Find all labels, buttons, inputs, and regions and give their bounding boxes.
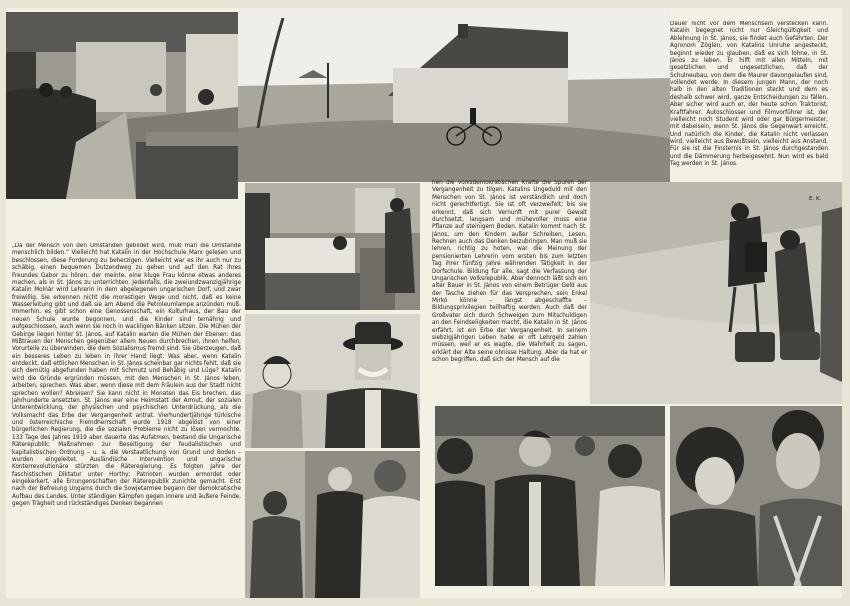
article-column-3 (670, 21, 828, 197)
photo-woman-with-suitcases (590, 182, 842, 404)
article-column-2 (432, 180, 587, 402)
article-column-1 (12, 243, 241, 598)
photo-village-landscape (238, 8, 670, 182)
photo-classroom (6, 12, 238, 199)
author-signature: E. K. (809, 196, 822, 202)
magazine-spread (6, 8, 842, 598)
article-column-2-text: nen die volksdemokratischen Kräfte die Spuren der Vergangenheit zu tilgen. Katalins Ungeduld mit den Menschen von St. János ist verständlich und doch nicht gerechtfertigt. Sie ist oft verzweifelt; bis sie erkennt, daß sich Vernunft mit purer Gewalt durchsetzt, langsam und mühevoller muss eine Pflanze auf steinigem Boden. Katalin kommt nach St. János, um den Kindern außer Schreiben, Lesen, Rechnen auch das Denken beizubringen. Man muß sie lehren, richtig zu hoten, war die Meinung der pensionierten Lehrerin vom ersten bis zum letzten Tag ihrer fünfzig Jahre währenden Tätigkeit in der Dorfschule. Bildung für alle, sagt die Verfassung der Ungarischen Volksrepublik. Aber dennoch läßt sich ein alter Bauer in St. János von einem Betrüger Geld aus der Tasche ziehen für das Versprechen, sein Enkel Mirkó könne – längst abgeschaffte – Bildungsprivilegien teilhaftig werden. Auch daß der Großvater sich durch Schweigen zum Mitschuldigen an den Feindseligkeiten macht, die Katalin in St. János erfährt, ist ein Erbe der Vergangenheit. In seinem siebzigjährigen Leben habe er oft Lehrgeld zahlen müssen, weil er es wagte, die Wahrheit zu sagen, erklärt der Alte seine ohnisse Haltung. Aber da hat er schon begriffen, daß sich der Mensch auf die (432, 180, 587, 363)
photo-interior-bedroom (245, 183, 420, 310)
photo-woman-and-old-man (245, 314, 420, 448)
photo-room-conversation (245, 451, 420, 598)
article-column-3-text: Dauer nicht vor dem Menschsein verstecken kann. Katalin begegnet nicht nur Gleichgültigkeit und Ablehnung in St. János, sie findet auch Gefährten. Der Agronom Zöglén, von Katalins Unruhe angesteckt, beginnt wieder zu glauben, daß es sich lohne, in St. János zu leben. Er hilft mit allen Mitteln, mit gesetzlichen und ungesetzlichen, daß der Schulneubau, von dem die Maurer davongelaufen sind, vollendet werde. In diesem jungen Mann, der noch halb in den alten Traditionen steckt und dem es deshalb schwer wird, ganze Entscheidungen zu fällen, Aber sicher wird auch er, der heute schon Traktorist, Kraftfahrer, Autoschlosser und Filmvorführer ist, der vielleicht noch Student wird oder gar Bürgermeister, mit dabeisein, wenn St. János die Gegenwart erreicht. Und natürlich die Kinder, die Katalin nicht verlassen wird, vielleicht aus Bewußtsein, vielleicht aus Anstand. Für sie ist die Finsternis in St. János durchgestanden und die Dämmerung herbeigesehnt. Nun wird es bald Tag werden in St. János. (670, 21, 828, 168)
photo-dance-crowd (435, 406, 665, 586)
photo-couple-closeup (670, 406, 842, 586)
article-column-1-text: „Da der Mensch von den Umständen gebildet wird, muß man die Umstände menschlich bilden.“ Vielleicht hat Katalin in der Hochschule Marx gelesen und beschlossen, diese Forderung zu beherzigen. Vielleicht war es ihr auch nur zu schäbig, einen bequemen Dutzendweg zu gehen und auf den Rat ihres Freundes Gabor zu hören, der meinte, eine kluge Frau könne etwas anderes machen, als in St. János zu unterrichten. Jedenfalls, die zweiundzwanzigjährige Katalin Molnár wird Lehrerin in dem abgelegenen ungarischen Dorf, und zwar freiwillig. Sie erkennen nicht die morastigen Wege und nicht, daß es keine Wasserleitung gibt und daß sie am Abend die Petroleumlampe anzünden muß. Immerhin, es gibt schon eine Genossenschaft, ein Kulturhaus, der Bau der neuen Schule wurde begonnen, und die Kinder sind ternährig und aufgeschlossen, auch wenn sie noch in wackligen Bänken sitzen. Die Mühen der Gebirge liegen hinter St. János, auf Katalin warten die Mühen der Ebenen: das Mißtrauen der Menschen gegenüber allem Neuen durchbrechen, ihnen helfen, Vorurteile zu überwinden, die dem Sozialismus fremd sind. Sie überzeugen, daß ein besseres Leben zu leben in ihrer Hand liegt. Was aber, wenn Katalin entdeckt, daß ettlichen Menschen in St. János scheinbar gar nichts fehlt, daß sie sich demütig abgefunden haben mit Schmutz und Behäbig und Lüge? Katalin wird die Gründe ergründen müssen, mit den Menschen in St. János leben, arbeiten, sprechen. Was aber, wenn diese mit dem Fräulein aus der Stadt nicht sprechen wollen? Abreisen? Sie kann nicht in Monaten das Eis brechen, das Jahrhunderte ansetzten. St. János war eine Heimstatt der Armut, der sozialen Unterentwicklung, der physischen und psychischen Unterdrückung, als die Volksmacht das Erbe der Vergangenheit antrat. Vierhundertjährige türkische und österreichische Fremdherrschaft wurde 1918 abgelöst von einer bürgerlichen Regierung, die die sozialen Probleme nicht zu lösen vermochte. 133 Tage des Jahres 1919 aber dauerte das Aufatmen, bestand die Ungarische Räterepublik; Maßnahmen zur Beseitigung der feudalistischen und kapitalistischen Ordnung – u. a. die Verstaatlichung von Grund und Boden – wurden eingeleitet. Ausländische Intervention und ungarische Konterrevolutionäre stürzten die Räteregierung. Es folgten Jahre der faschistischen Diktatur unter Horthy; Patrioten wurden ermordet oder eingekerkert, alle Errungenschaften der Räterepublik zunichte gemacht. Erst nach der Befreiung Ungarns durch die Sowjetarmee begann der demokratische Aufbau des Landes. Unter ständigen Kämpfen gegen innere und äußere Feinde, gegen Trägheit und rückständiges Denken begannen (12, 243, 241, 508)
